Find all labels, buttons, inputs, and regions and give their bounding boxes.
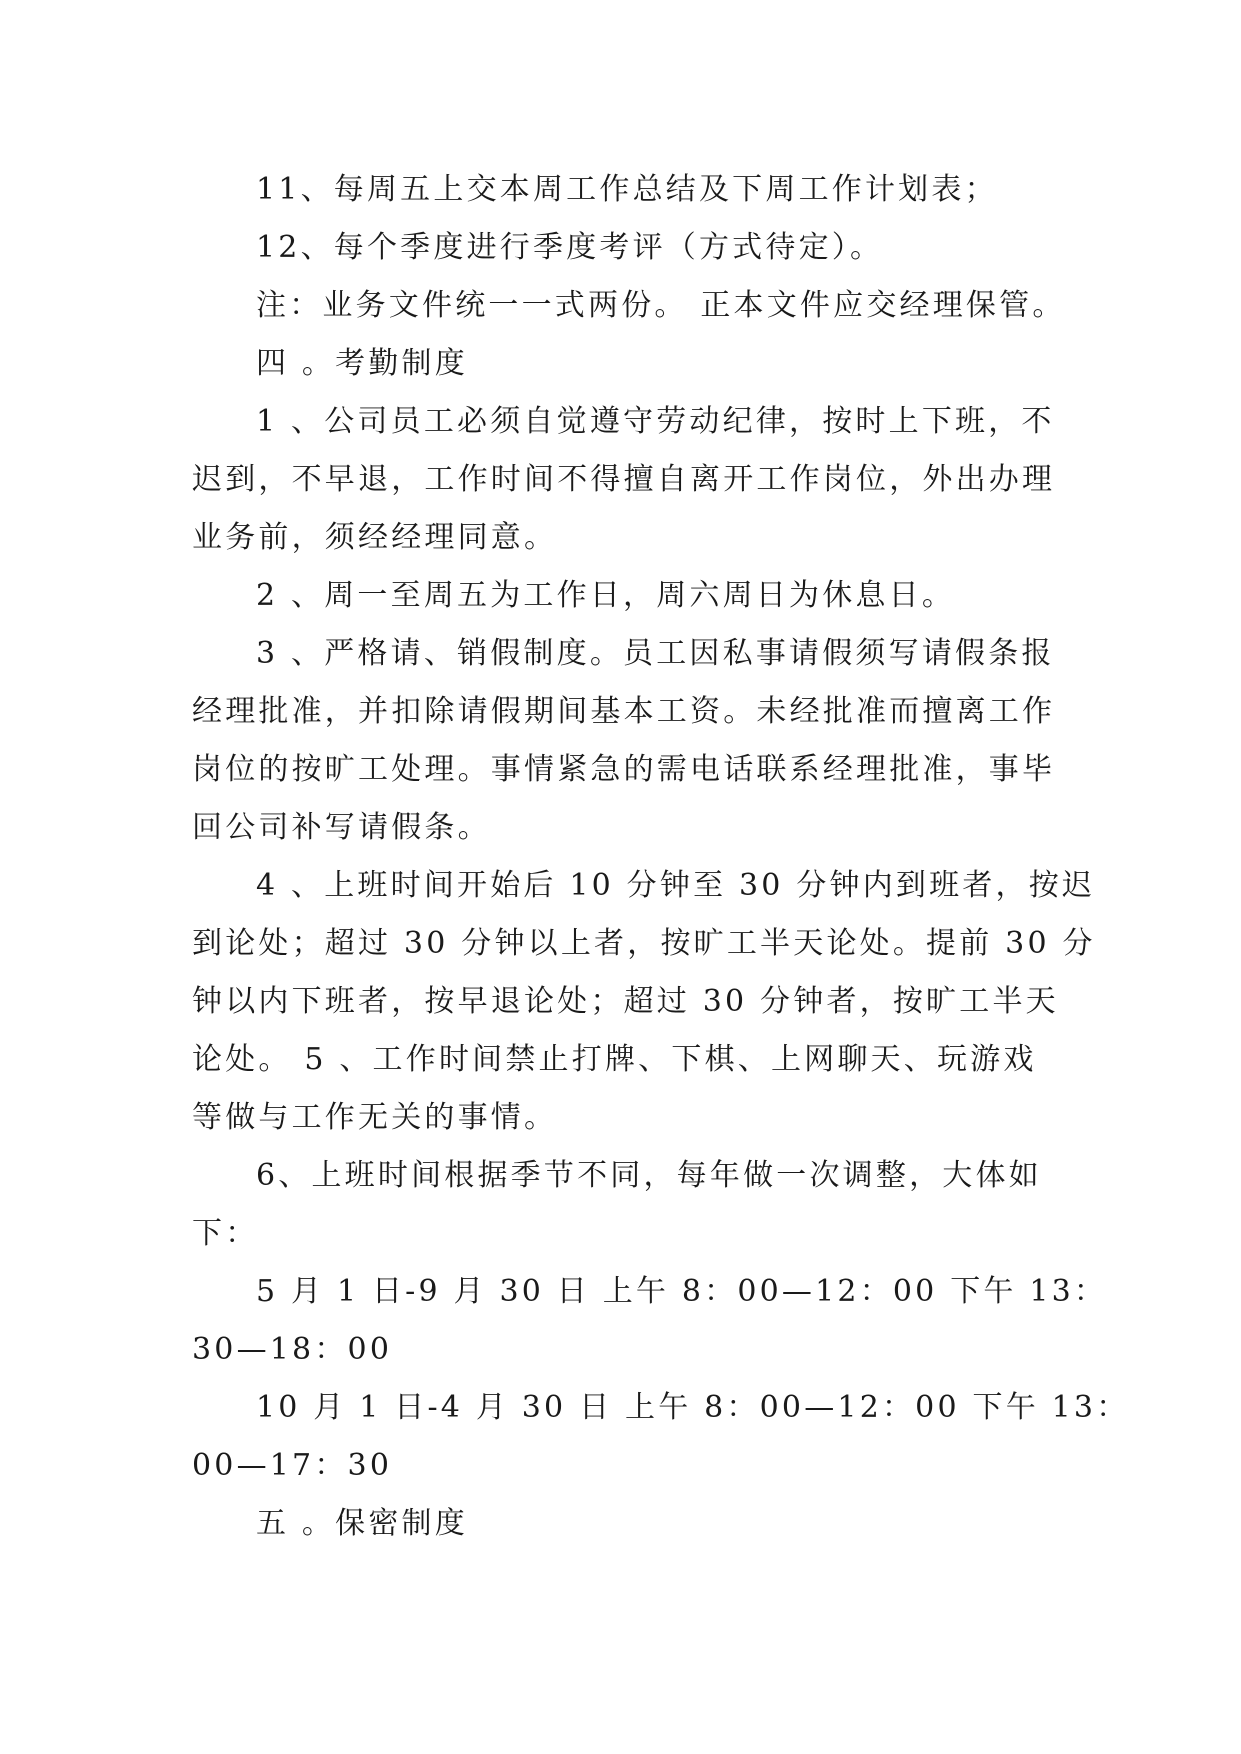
attendance-item-2: 2 、周一至周五为工作日，周六周日为休息日。 [256,578,956,613]
attendance-item-6-line-1: 6、上班时间根据季节不同，每年做一次调整，大体如 [256,1158,1042,1193]
winter-schedule-line-2: 00—17：30 [192,1448,393,1483]
summer-schedule-line-1: 5 月 1 日-9 月 30 日 上午 8：00—12：00 下午 13： [256,1274,1108,1309]
attendance-item-4-line-2: 到论处；超过 30 分钟以上者，按旷工半天论处。提前 30 分 [192,926,1096,961]
attendance-item-3-line-4: 回公司补写请假条。 [192,810,491,845]
attendance-item-1-line-1: 1 、公司员工必须自觉遵守劳动纪律，按时上下班，不 [256,404,1055,439]
attendance-item-4-line-3: 钟以内下班者，按早退论处；超过 30 分钟者，按旷工半天 [192,984,1059,1019]
attendance-item-1-line-3: 业务前，须经经理同意。 [192,520,558,555]
attendance-item-4-line-1: 4 、上班时间开始后 10 分钟至 30 分钟内到班者，按迟 [256,868,1096,903]
attendance-item-5-line-2: 等做与工作无关的事情。 [192,1100,558,1135]
item-11-weekly-report: 11、每周五上交本周工作总结及下周工作计划表； [256,172,998,207]
note-business-documents: 注：业务文件统一一式两份。 正本文件应交经理保管。 [256,288,1066,323]
section-heading-attendance: 四 。考勤制度 [256,346,468,381]
attendance-item-3-line-1: 3 、严格请、销假制度。员工因私事请假须写请假条报 [256,636,1055,671]
item-12-quarterly-review: 12、每个季度进行季度考评（方式待定）。 [256,230,884,265]
section-heading-confidentiality: 五 。保密制度 [256,1506,468,1541]
summer-schedule-line-2: 30—18：00 [192,1332,393,1367]
attendance-item-3-line-3: 岗位的按旷工处理。事情紧急的需电话联系经理批准，事毕 [192,752,1056,787]
attendance-item-4-5-line-4: 论处。 5 、工作时间禁止打牌、下棋、上网聊天、玩游戏 [192,1042,1037,1077]
attendance-item-3-line-2: 经理批准，并扣除请假期间基本工资。未经批准而擅离工作 [192,694,1056,729]
attendance-item-6-line-2: 下： [192,1216,259,1251]
attendance-item-1-line-2: 迟到，不早退，工作时间不得擅自离开工作岗位，外出办理 [192,462,1056,497]
winter-schedule-line-1: 10 月 1 日-4 月 30 日 上午 8：00—12：00 下午 13： [256,1390,1130,1425]
